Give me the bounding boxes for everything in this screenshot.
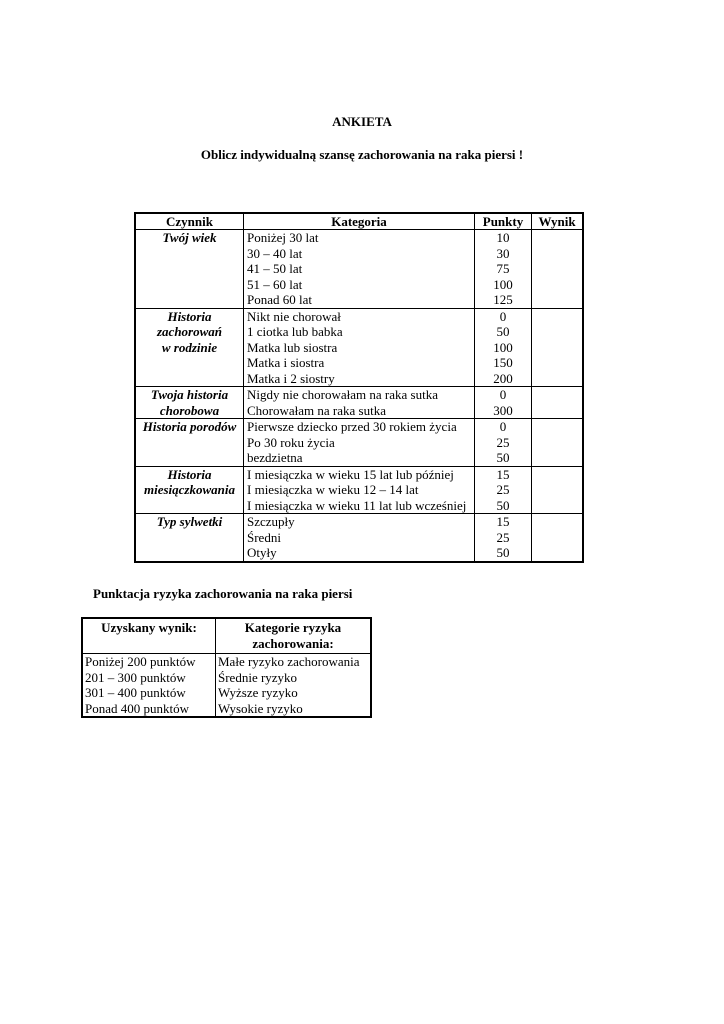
table-row xyxy=(135,419,583,467)
points-value: 15 xyxy=(496,466,510,482)
risk-cell xyxy=(216,654,372,718)
category-item: 30 – 40 lat xyxy=(247,245,303,261)
category-item: Poniżej 30 lat xyxy=(247,230,319,245)
category-item: Szczupły xyxy=(247,514,295,529)
header-points: Punkty xyxy=(475,213,532,230)
score-value: Ponad 400 punktów xyxy=(85,700,189,716)
document-title: ANKIETA xyxy=(332,114,392,129)
table-row xyxy=(135,230,583,309)
category-item: Pierwsze dziecko przed 30 rokiem życia xyxy=(247,419,457,434)
score-value: 301 – 400 punktów xyxy=(85,685,186,700)
category-cell xyxy=(244,387,475,419)
category-item: Średni xyxy=(247,529,281,545)
category-item: 41 – 50 lat xyxy=(247,261,303,276)
points-cell xyxy=(475,308,532,387)
category-item: Otyły xyxy=(247,545,277,560)
risk-value: Małe ryzyko zachorowania xyxy=(218,654,360,669)
factor-line: chorobowa xyxy=(159,402,220,418)
points-cell xyxy=(475,466,532,514)
factor-line: zachorowań xyxy=(156,324,223,339)
header-factor: Czynnik xyxy=(135,213,244,230)
factor-line: Twoja historia xyxy=(150,387,229,402)
category-cell xyxy=(244,514,475,562)
score-cell xyxy=(82,654,216,718)
category-item: Matka i siostra xyxy=(247,355,325,370)
category-item: Ponad 60 lat xyxy=(247,292,312,307)
points-value: 25 xyxy=(496,482,510,497)
category-item: I miesiączka w wieku 15 lat lub później xyxy=(247,466,454,482)
risk-value: Wysokie ryzyko xyxy=(218,700,303,716)
result-cell[interactable] xyxy=(532,466,584,514)
header-risk-category: Kategorie ryzyka zachorowania: xyxy=(216,618,372,654)
category-item: Matka i 2 siostry xyxy=(247,370,335,386)
category-cell xyxy=(244,466,475,514)
points-cell xyxy=(475,514,532,562)
risk-factor-table xyxy=(134,212,584,563)
points-value: 200 xyxy=(493,370,513,386)
table-row xyxy=(135,387,583,419)
table-header-row xyxy=(82,618,371,654)
factor-age: Twój wiek xyxy=(135,230,244,309)
category-cell xyxy=(244,230,475,309)
points-value: 150 xyxy=(493,355,513,370)
score-value: 201 – 300 punktów xyxy=(85,669,186,685)
category-item: 1 ciotka lub babka xyxy=(247,324,343,339)
category-item: I miesiączka w wieku 12 – 14 lat xyxy=(247,482,419,497)
category-cell xyxy=(244,419,475,467)
result-cell[interactable] xyxy=(532,308,584,387)
points-cell xyxy=(475,419,532,467)
table-header-row xyxy=(135,213,583,230)
points-value: 30 xyxy=(496,245,510,261)
risk-value: Średnie ryzyko xyxy=(218,669,298,685)
points-value: 0 xyxy=(499,419,507,434)
result-cell[interactable] xyxy=(532,387,584,419)
result-cell[interactable] xyxy=(532,419,584,467)
category-item: 51 – 60 lat xyxy=(247,276,303,292)
points-value: 300 xyxy=(493,402,513,418)
points-cell xyxy=(475,230,532,309)
document-subtitle: Oblicz indywidualną szansę zachorowania na raka piersi ! xyxy=(200,147,524,162)
points-cell xyxy=(475,387,532,419)
points-value: 0 xyxy=(499,387,507,402)
points-value: 0 xyxy=(499,308,507,324)
category-item: Nikt nie chorował xyxy=(247,308,341,324)
points-value: 100 xyxy=(493,339,513,355)
factor-body-type: Typ sylwetki xyxy=(135,514,244,562)
category-item: Matka lub siostra xyxy=(247,339,338,355)
factor-family-history xyxy=(135,308,244,387)
table-row xyxy=(135,514,583,562)
header-category: Kategoria xyxy=(244,213,475,230)
category-cell xyxy=(244,308,475,387)
factor-menstruation-history xyxy=(135,466,244,514)
factor-line: Historia xyxy=(167,466,212,482)
factor-line: Historia xyxy=(167,308,212,324)
category-item: Po 30 roku życia xyxy=(247,434,335,450)
category-item: Nigdy nie chorowałam na raka sutka xyxy=(247,387,438,402)
points-value: 10 xyxy=(496,230,510,245)
result-cell[interactable] xyxy=(532,514,584,562)
header-result: Wynik xyxy=(532,213,584,230)
factor-own-history xyxy=(135,387,244,419)
points-value: 50 xyxy=(496,497,510,513)
header-score: Uzyskany wynik: xyxy=(82,618,216,654)
points-value: 125 xyxy=(493,292,513,307)
score-value: Poniżej 200 punktów xyxy=(85,654,196,669)
factor-birth-history: Historia porodów xyxy=(135,419,244,467)
points-value: 100 xyxy=(493,276,513,292)
points-value: 50 xyxy=(496,324,510,339)
table-row xyxy=(82,654,371,718)
table-row xyxy=(135,308,583,387)
category-item: I miesiączka w wieku 11 lat lub wcześniej xyxy=(247,497,467,513)
risk-scoring-table xyxy=(81,617,372,718)
points-value: 75 xyxy=(496,261,510,276)
points-value: 25 xyxy=(496,529,510,545)
result-cell[interactable] xyxy=(532,230,584,309)
risk-value: Wyższe ryzyko xyxy=(218,685,298,700)
points-value: 50 xyxy=(496,450,510,465)
points-value: 25 xyxy=(496,434,510,450)
category-item: bezdzietna xyxy=(247,450,303,465)
factor-line: miesiączkowania xyxy=(143,482,235,497)
points-value: 50 xyxy=(496,545,510,560)
points-value: 15 xyxy=(496,514,510,529)
category-item: Chorowałam na raka sutka xyxy=(247,402,386,418)
table-row xyxy=(135,466,583,514)
risk-section-heading: Punktacja ryzyka zachorowania na raka piersi xyxy=(93,586,353,601)
factor-line: w rodzinie xyxy=(161,339,218,355)
